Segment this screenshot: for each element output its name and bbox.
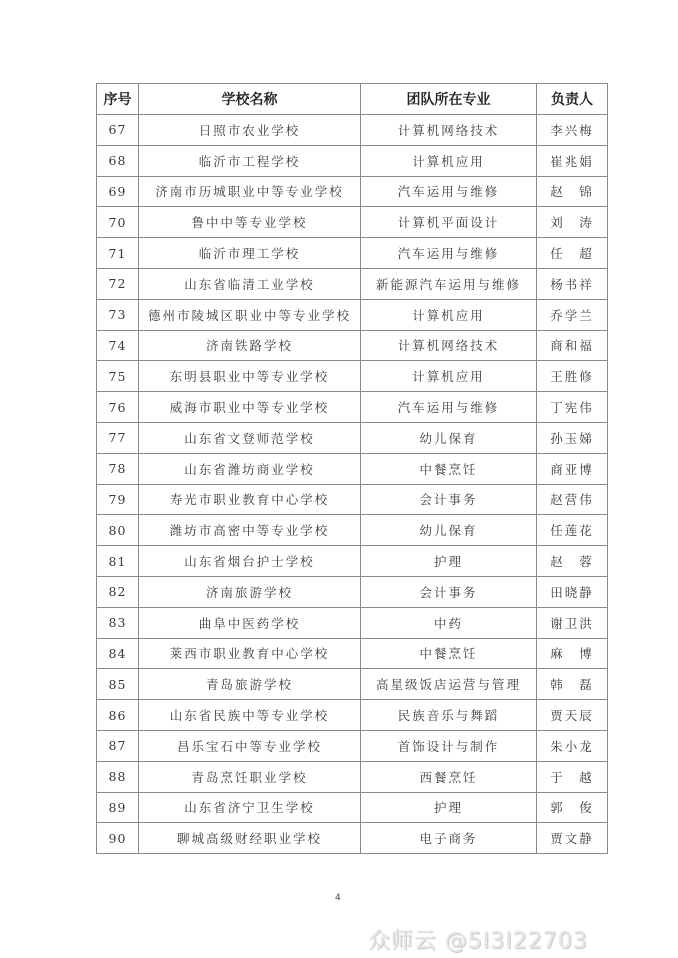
header-number: 序号: [97, 84, 139, 115]
team-major: 汽车运用与维修: [361, 176, 537, 207]
row-number: 90: [97, 823, 139, 854]
row-number: 85: [97, 669, 139, 700]
school-name: 山东省民族中等专业学校: [139, 700, 361, 731]
school-team-table: [96, 83, 608, 854]
row-number: 79: [97, 484, 139, 515]
row-number: 78: [97, 453, 139, 484]
row-number: 75: [97, 361, 139, 392]
table-row: [97, 546, 608, 577]
table-row: [97, 330, 608, 361]
team-major: 护理: [361, 792, 537, 823]
school-name: 东明县职业中等专业学校: [139, 361, 361, 392]
team-major: 首饰设计与制作: [361, 730, 537, 761]
person-in-charge: 于 越: [537, 761, 608, 792]
person-in-charge: 商和福: [537, 330, 608, 361]
school-name: 德州市陵城区职业中等专业学校: [139, 299, 361, 330]
row-number: 84: [97, 638, 139, 669]
school-name: 莱西市职业教育中心学校: [139, 638, 361, 669]
school-name: 青岛烹饪职业学校: [139, 761, 361, 792]
watermark: 众师云 @5I3I22703: [368, 929, 588, 954]
row-number: 87: [97, 730, 139, 761]
header-team-major: 团队所在专业: [361, 84, 537, 115]
team-major: 幼儿保育: [361, 422, 537, 453]
team-major: 中药: [361, 607, 537, 638]
table-row: [97, 638, 608, 669]
person-in-charge: 任 超: [537, 238, 608, 269]
row-number: 74: [97, 330, 139, 361]
school-name: 济南旅游学校: [139, 576, 361, 607]
person-in-charge: 麻 博: [537, 638, 608, 669]
table-row: [97, 145, 608, 176]
person-in-charge: 赵 蓉: [537, 546, 608, 577]
row-number: 80: [97, 515, 139, 546]
person-in-charge: 韩 磊: [537, 669, 608, 700]
row-number: 67: [97, 115, 139, 146]
team-major: 计算机应用: [361, 145, 537, 176]
row-number: 68: [97, 145, 139, 176]
row-number: 70: [97, 207, 139, 238]
table-row: [97, 115, 608, 146]
row-number: 88: [97, 761, 139, 792]
person-in-charge: 朱小龙: [537, 730, 608, 761]
school-name: 山东省济宁卫生学校: [139, 792, 361, 823]
row-number: 89: [97, 792, 139, 823]
school-name: 潍坊市高密中等专业学校: [139, 515, 361, 546]
school-name: 青岛旅游学校: [139, 669, 361, 700]
person-in-charge: 谢卫洪: [537, 607, 608, 638]
table-header-row: [97, 84, 608, 115]
school-name: 寿光市职业教育中心学校: [139, 484, 361, 515]
person-in-charge: 杨书祥: [537, 268, 608, 299]
team-major: 计算机应用: [361, 299, 537, 330]
table-row: [97, 238, 608, 269]
school-name: 济南市历城职业中等专业学校: [139, 176, 361, 207]
row-number: 72: [97, 268, 139, 299]
team-major: 电子商务: [361, 823, 537, 854]
row-number: 82: [97, 576, 139, 607]
page-number: 4: [335, 893, 341, 903]
team-major: 计算机网络技术: [361, 115, 537, 146]
person-in-charge: 贾文静: [537, 823, 608, 854]
school-name: 临沂市理工学校: [139, 238, 361, 269]
school-name: 济南铁路学校: [139, 330, 361, 361]
school-name: 山东省临清工业学校: [139, 268, 361, 299]
table-row: [97, 730, 608, 761]
team-major: 计算机网络技术: [361, 330, 537, 361]
table-row: [97, 576, 608, 607]
person-in-charge: 丁宪伟: [537, 392, 608, 423]
table-row: [97, 268, 608, 299]
table-row: [97, 422, 608, 453]
team-major: 计算机平面设计: [361, 207, 537, 238]
table-row: [97, 207, 608, 238]
table-row: [97, 484, 608, 515]
person-in-charge: 田晓静: [537, 576, 608, 607]
school-name: 山东省烟台护士学校: [139, 546, 361, 577]
table-row: [97, 761, 608, 792]
person-in-charge: 商亚博: [537, 453, 608, 484]
person-in-charge: 赵 锦: [537, 176, 608, 207]
header-person-in-charge: 负责人: [537, 84, 608, 115]
table-row: [97, 515, 608, 546]
team-major: 幼儿保育: [361, 515, 537, 546]
person-in-charge: 贾天辰: [537, 700, 608, 731]
school-name: 曲阜中医药学校: [139, 607, 361, 638]
person-in-charge: 崔兆娟: [537, 145, 608, 176]
row-number: 83: [97, 607, 139, 638]
school-name: 鲁中中等专业学校: [139, 207, 361, 238]
team-major: 护理: [361, 546, 537, 577]
table-row: [97, 823, 608, 854]
table-row: [97, 669, 608, 700]
school-name: 山东省潍坊商业学校: [139, 453, 361, 484]
team-major: 汽车运用与维修: [361, 392, 537, 423]
row-number: 71: [97, 238, 139, 269]
school-name: 山东省文登师范学校: [139, 422, 361, 453]
table-row: [97, 700, 608, 731]
row-number: 81: [97, 546, 139, 577]
team-major: 中餐烹饪: [361, 638, 537, 669]
school-name: 临沂市工程学校: [139, 145, 361, 176]
table-row: [97, 607, 608, 638]
team-major: 计算机应用: [361, 361, 537, 392]
row-number: 73: [97, 299, 139, 330]
person-in-charge: 乔学兰: [537, 299, 608, 330]
row-number: 77: [97, 422, 139, 453]
school-name: 昌乐宝石中等专业学校: [139, 730, 361, 761]
table-row: [97, 453, 608, 484]
school-name: 日照市农业学校: [139, 115, 361, 146]
team-major: 中餐烹饪: [361, 453, 537, 484]
person-in-charge: 刘 涛: [537, 207, 608, 238]
table-row: [97, 361, 608, 392]
person-in-charge: 郭 俊: [537, 792, 608, 823]
team-major: 汽车运用与维修: [361, 238, 537, 269]
row-number: 86: [97, 700, 139, 731]
table-row: [97, 299, 608, 330]
table-row: [97, 392, 608, 423]
team-major: 民族音乐与舞蹈: [361, 700, 537, 731]
team-major: 新能源汽车运用与维修: [361, 268, 537, 299]
table-row: [97, 176, 608, 207]
person-in-charge: 李兴梅: [537, 115, 608, 146]
team-major: 会计事务: [361, 484, 537, 515]
row-number: 69: [97, 176, 139, 207]
team-major: 高星级饭店运营与管理: [361, 669, 537, 700]
row-number: 76: [97, 392, 139, 423]
team-major: 会计事务: [361, 576, 537, 607]
person-in-charge: 赵营伟: [537, 484, 608, 515]
team-major: 西餐烹饪: [361, 761, 537, 792]
table-body: [97, 115, 608, 854]
person-in-charge: 孙玉娣: [537, 422, 608, 453]
school-name: 威海市职业中等专业学校: [139, 392, 361, 423]
school-name: 聊城高级财经职业学校: [139, 823, 361, 854]
person-in-charge: 王胜修: [537, 361, 608, 392]
table-row: [97, 792, 608, 823]
header-school-name: 学校名称: [139, 84, 361, 115]
person-in-charge: 任莲花: [537, 515, 608, 546]
